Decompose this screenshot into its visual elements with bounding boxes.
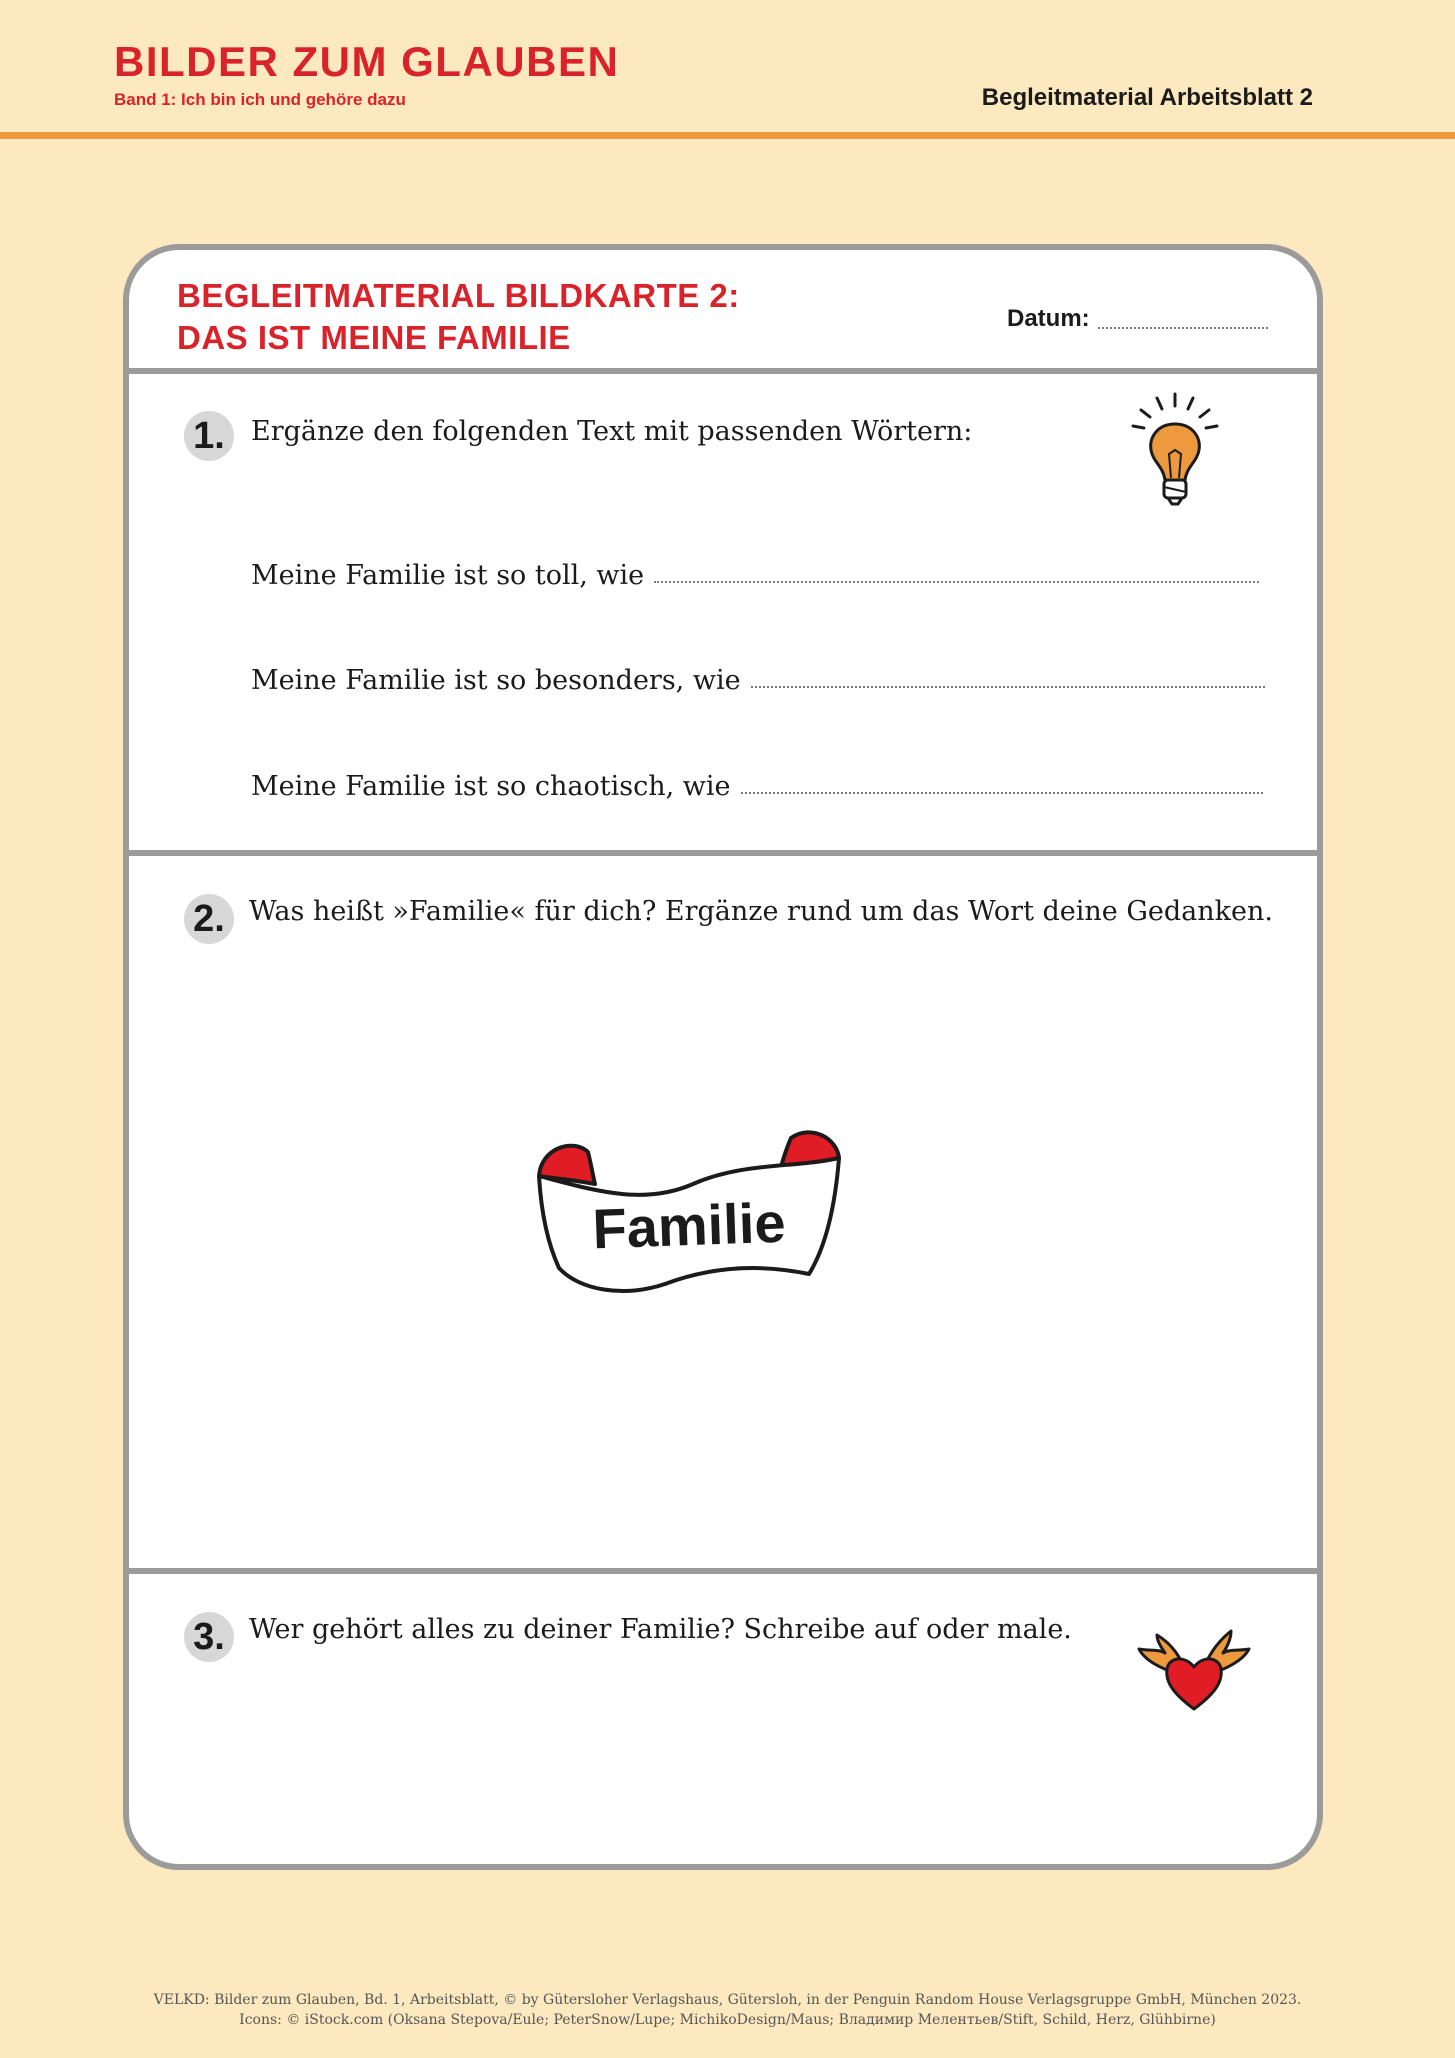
date-input-line[interactable] — [1098, 327, 1268, 329]
fill-line-1-blank[interactable] — [654, 581, 1259, 583]
card-title-line1: BEGLEITMATERIAL BILDKARTE 2: — [177, 277, 740, 314]
winged-heart-icon — [1135, 1625, 1253, 1715]
card-title-line2: DAS IST MEINE FAMILIE — [177, 319, 571, 356]
card-title — [177, 275, 740, 359]
fill-line-3[interactable] — [251, 771, 1263, 802]
page-header — [0, 0, 1455, 139]
fill-line-1[interactable] — [251, 560, 1259, 591]
date-label: Datum: — [1007, 305, 1090, 332]
series-title: BILDER ZUM GLAUBEN — [114, 38, 620, 85]
series-subtitle: Band 1: Ich bin ich und gehöre dazu — [114, 90, 406, 109]
fill-line-2-text: Meine Familie ist so besonders, wie — [251, 665, 741, 696]
worksheet-card — [123, 244, 1323, 1870]
section-divider — [129, 850, 1317, 856]
fill-line-2[interactable] — [251, 665, 1265, 696]
task-3-number: 3. — [184, 1612, 234, 1662]
section-divider — [129, 1568, 1317, 1574]
fill-line-3-blank[interactable] — [741, 792, 1263, 794]
task-2-number: 2. — [184, 894, 234, 944]
lightbulb-icon — [1127, 392, 1227, 512]
task-1-instruction: Ergänze den folgenden Text mit passenden Wörtern: — [251, 416, 973, 447]
date-field — [1007, 305, 1268, 333]
familie-banner — [533, 1118, 845, 1294]
copyright-footer — [0, 1990, 1455, 2030]
section-divider — [129, 368, 1317, 374]
sheet-label: Begleitmaterial Arbeitsblatt 2 — [981, 84, 1313, 111]
fill-line-1-text: Meine Familie ist so toll, wie — [251, 560, 645, 591]
task-1-number: 1. — [184, 411, 234, 461]
footer-line-2: Icons: © iStock.com (Oksana Stepova/Eule; PeterSnow/Lupe; MichikoDesign/Maus; Владимир Мелентьев/Stift, Schild, Herz, Glühbirne) — [239, 2012, 1216, 2028]
task-2-instruction: Was heißt »Familie« für dich? Ergänze rund um das Wort deine Gedanken. — [249, 896, 1273, 927]
footer-line-1: VELKD: Bilder zum Glauben, Bd. 1, Arbeitsblatt, © by Gütersloher Verlagshaus, Gütersloh, in der Penguin Random House Verlagsgruppe GmbH, München 2023. — [153, 1992, 1302, 2008]
banner-word: Familie — [591, 1190, 787, 1261]
task-3-instruction: Wer gehört alles zu deiner Familie? Schreibe auf oder male. — [249, 1614, 1072, 1645]
fill-line-3-text: Meine Familie ist so chaotisch, wie — [251, 771, 731, 802]
fill-line-2-blank[interactable] — [751, 686, 1265, 688]
